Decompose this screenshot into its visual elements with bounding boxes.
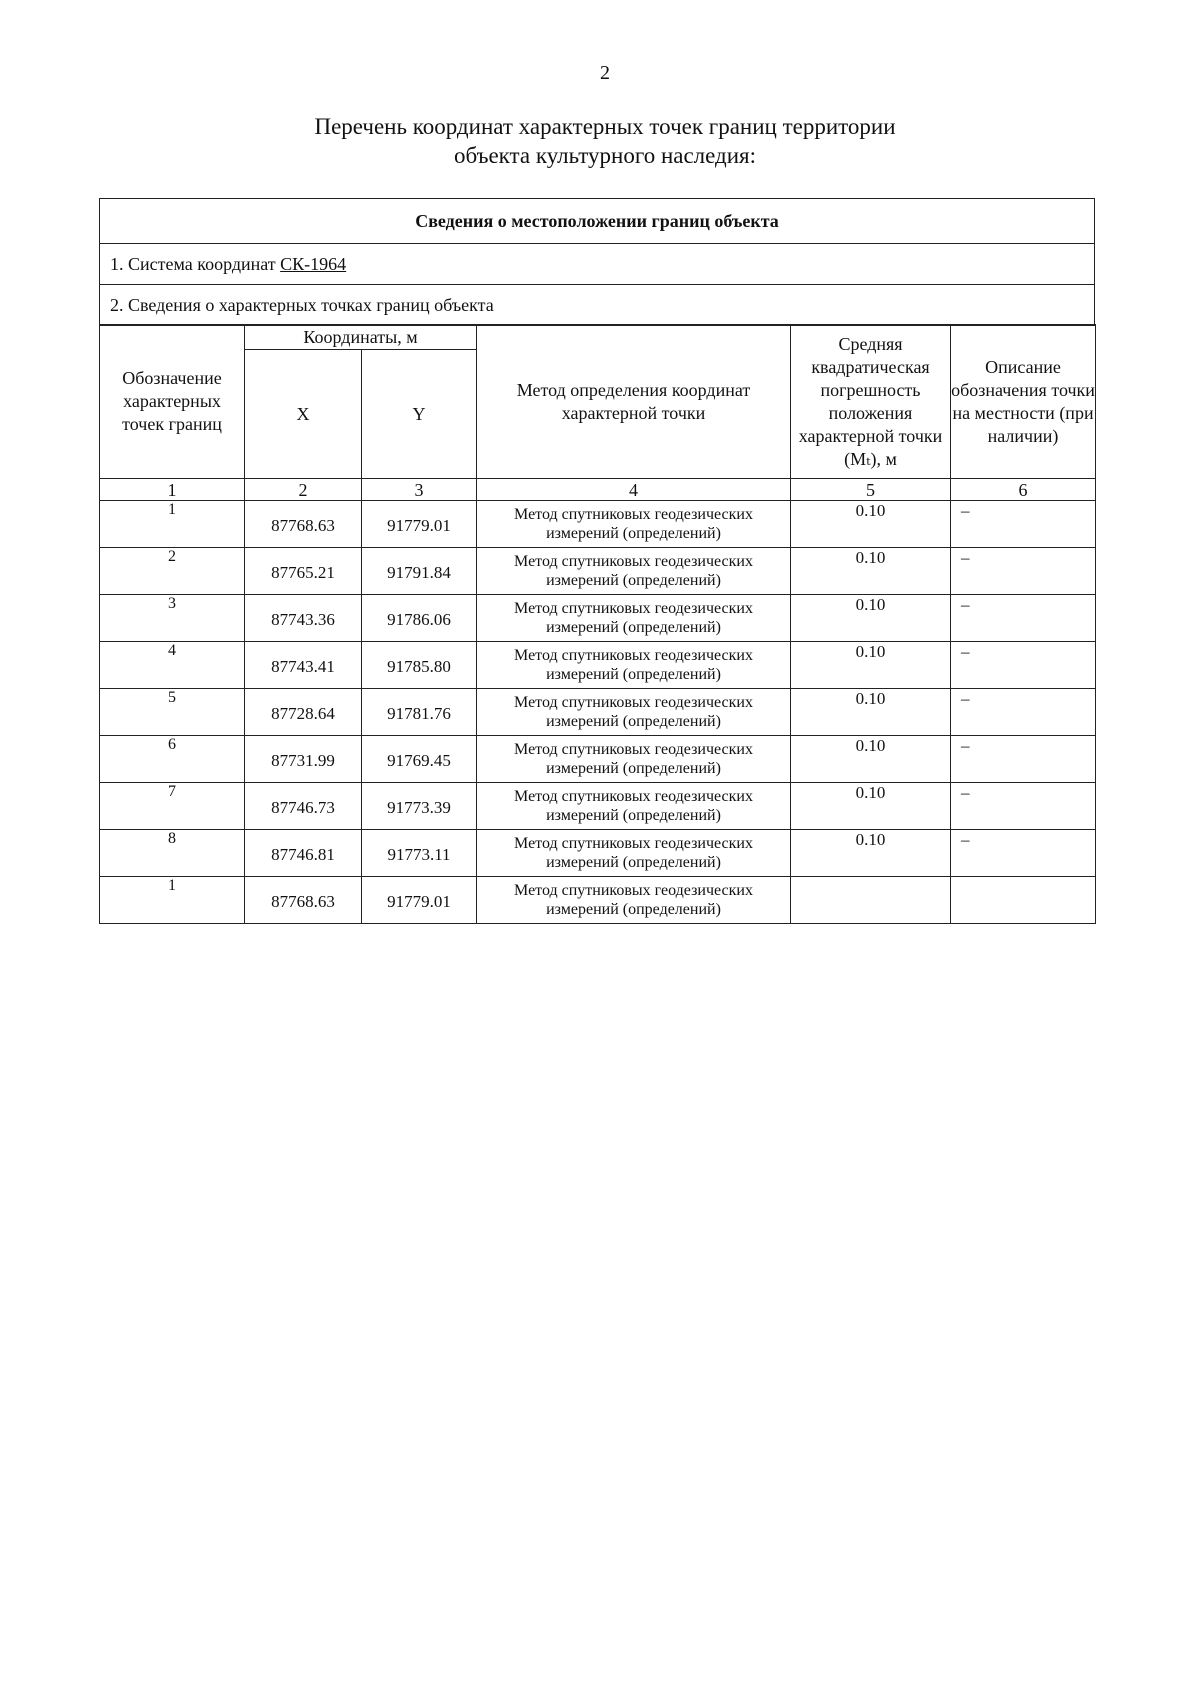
method-cell: Метод спутниковых геодезических измерений (определений) — [477, 642, 791, 689]
description-cell: – — [951, 736, 1096, 783]
column-number: 3 — [362, 479, 477, 501]
error-cell: 0.10 — [791, 736, 951, 783]
object-location-info-table — [99, 198, 1095, 326]
coordinate-y: 91791.84 — [362, 548, 477, 595]
location-info-header: Сведения о местоположении границ объекта — [100, 199, 1095, 244]
header-designation: Обозначение характерных точек границ — [100, 325, 245, 479]
header-method: Метод определения координат характерной точки — [477, 325, 791, 479]
method-cell: Метод спутниковых геодезических измерений (определений) — [477, 783, 791, 830]
description-cell: – — [951, 595, 1096, 642]
table-row — [100, 642, 1096, 689]
method-cell: Метод спутниковых геодезических измерений (определений) — [477, 830, 791, 877]
column-number-row — [100, 479, 1096, 501]
point-id: 7 — [100, 783, 245, 830]
method-cell: Метод спутниковых геодезических измерений (определений) — [477, 736, 791, 783]
coordinate-x: 87765.21 — [245, 548, 362, 595]
coordinate-y: 91786.06 — [362, 595, 477, 642]
column-number: 6 — [951, 479, 1096, 501]
coordinate-x: 87768.63 — [245, 877, 362, 924]
error-cell: 0.10 — [791, 689, 951, 736]
coordinate-y: 91779.01 — [362, 501, 477, 548]
table-row — [100, 736, 1096, 783]
table-row — [100, 783, 1096, 830]
coordinate-y: 91779.01 — [362, 877, 477, 924]
point-id: 1 — [100, 501, 245, 548]
error-cell: 0.10 — [791, 595, 951, 642]
column-number: 5 — [791, 479, 951, 501]
characteristic-points-label: 2. Сведения о характерных точках границ объекта — [100, 285, 1095, 326]
point-id: 1 — [100, 877, 245, 924]
description-cell: – — [951, 642, 1096, 689]
point-id: 6 — [100, 736, 245, 783]
coordinate-system-label: 1. Система координат — [110, 253, 281, 274]
column-number: 1 — [100, 479, 245, 501]
description-cell — [951, 877, 1096, 924]
coordinate-system-row — [100, 244, 1095, 285]
coordinate-y: 91773.39 — [362, 783, 477, 830]
description-cell: – — [951, 830, 1096, 877]
header-coordinates: Координаты, м — [245, 325, 477, 350]
description-cell: – — [951, 689, 1096, 736]
table-row — [100, 595, 1096, 642]
point-id: 8 — [100, 830, 245, 877]
point-id: 2 — [100, 548, 245, 595]
coordinate-y: 91769.45 — [362, 736, 477, 783]
header-point-description: Описание обозначения точки на местности (при наличии) — [951, 325, 1096, 479]
point-id: 5 — [100, 689, 245, 736]
table-row — [100, 830, 1096, 877]
error-cell: 0.10 — [791, 830, 951, 877]
method-cell: Метод спутниковых геодезических измерений (определений) — [477, 595, 791, 642]
error-cell: 0.10 — [791, 783, 951, 830]
coordinate-x: 87743.41 — [245, 642, 362, 689]
document-title — [0, 112, 1200, 170]
coordinate-y: 91773.11 — [362, 830, 477, 877]
table-row — [100, 501, 1096, 548]
header-x: X — [245, 350, 362, 479]
method-cell: Метод спутниковых геодезических измерений (определений) — [477, 877, 791, 924]
coordinate-x: 87746.73 — [245, 783, 362, 830]
column-number: 4 — [477, 479, 791, 501]
point-id: 4 — [100, 642, 245, 689]
title-line-2: объекта культурного наследия: — [453, 143, 757, 168]
header-y: Y — [362, 350, 477, 479]
error-cell — [791, 877, 951, 924]
description-cell: – — [951, 548, 1096, 595]
coordinate-system-code: СК-1964 — [280, 253, 347, 274]
table-row — [100, 548, 1096, 595]
description-cell: – — [951, 501, 1096, 548]
title-line-1: Перечень координат характерных точек границ территории — [314, 114, 896, 139]
method-cell: Метод спутниковых геодезических измерений (определений) — [477, 501, 791, 548]
point-id: 3 — [100, 595, 245, 642]
header-mean-square-error: Средняя квадратическая погрешность положения характерной точки (Mₜ), м — [791, 325, 951, 479]
coordinate-x: 87731.99 — [245, 736, 362, 783]
error-cell: 0.10 — [791, 642, 951, 689]
method-cell: Метод спутниковых геодезических измерений (определений) — [477, 548, 791, 595]
coordinate-x: 87768.63 — [245, 501, 362, 548]
error-cell: 0.10 — [791, 548, 951, 595]
table-row — [100, 877, 1096, 924]
description-cell: – — [951, 783, 1096, 830]
table-row — [100, 689, 1096, 736]
coordinate-x: 87743.36 — [245, 595, 362, 642]
coordinate-x: 87728.64 — [245, 689, 362, 736]
boundary-points-table — [99, 324, 1096, 924]
coordinate-y: 91785.80 — [362, 642, 477, 689]
page-number: 2 — [600, 62, 610, 84]
column-number: 2 — [245, 479, 362, 501]
coordinate-x: 87746.81 — [245, 830, 362, 877]
error-cell: 0.10 — [791, 501, 951, 548]
coordinate-y: 91781.76 — [362, 689, 477, 736]
method-cell: Метод спутниковых геодезических измерений (определений) — [477, 689, 791, 736]
